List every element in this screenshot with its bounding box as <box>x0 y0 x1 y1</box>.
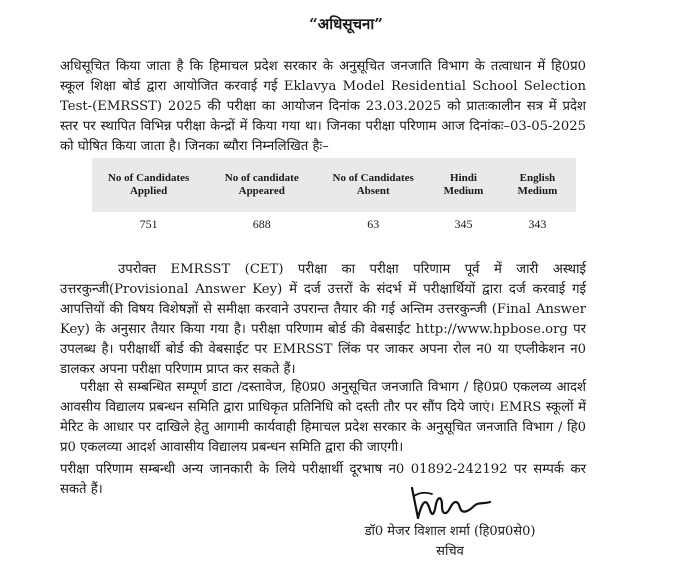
header-hindi-medium: Hindi Medium <box>428 158 499 212</box>
value-english-medium: 343 <box>528 216 547 231</box>
table-header-row <box>92 158 576 212</box>
value-applied: 751 <box>139 216 158 231</box>
value-appeared: 688 <box>252 216 271 231</box>
header-english-medium: English Medium <box>499 158 576 212</box>
signatory-designation: सचिव <box>436 544 464 559</box>
notification-title: “अधिसूचना” <box>309 15 383 33</box>
results-table <box>92 158 576 236</box>
header-absent: No of Candidates Absent <box>318 158 428 212</box>
contact-paragraph: परीक्षा परिणाम सम्बन्धी अन्य जानकारी के लिये परीक्षार्थी दूरभाष न0 01892-242192 पर सम्पर्क कर सकते हैं। <box>60 462 586 498</box>
header-appeared: No of candidate Appeared <box>205 158 318 212</box>
value-hindi-medium: 345 <box>454 216 473 231</box>
header-applied: No of Candidates Applied <box>92 158 205 212</box>
table-row <box>92 212 576 236</box>
signature-mark <box>404 482 494 522</box>
answer-key-paragraph: उपरोक्त EMRSST (CET) परीक्षा का परीक्षा परिणाम पूर्व में जारी अस्थाई उत्तरकुन्जी(Provisional Answer Key) में दर्ज उत्तरों के संदर्भ में परीक्षार्थियों द्वारा दर्ज करवाई गई आपत्तियों की विषय विशेषज्ञों से समीक्षा करवाने उपरान्त तैयार की गई अन्तिम उत्तरकुन्जी (Final Answer Key) के अनुसार तैयार किया गया है। परीक्षा परिणाम बोर्ड की वेबसाईट http://www.hpbose.org पर उपलब्ध है। परीक्षार्थी बोर्ड की वेबसाईट पर EMRSST लिंक पर जाकर अपना रोल न0 या एप्लीकेशन न0 डालकर अपना परीक्षा परिणाम प्राप्त कर सकते हैं। <box>60 262 586 378</box>
data-handover-paragraph: परीक्षा से सम्बन्धित सम्पूर्ण डाटा /दस्तावेज, हि0प्र0 अनुसूचित जनजाति विभाग / हि0प्र0 एकलव्य आदर्श आवसीय विद्यालय प्रबन्धन समिति द्वारा प्राधिकृत प्रतिनिधि को दस्ती तौर पर सौंप दिये जाएं। EMRS स्कूलों में मेरिट के आधार पर दाखिले हेतु आगामी कार्यवाही हिमाचल प्रदेश सरकार के अनुसूचित जनजाति विभाग / हि0 प्र0 एकलव्या आदर्श आवासीय विद्यालय प्रबन्धन समिति द्वारा की जाएगी। <box>60 380 586 456</box>
intro-paragraph: अधिसूचित किया जाता है कि हिमाचल प्रदेश सरकार के अनुसूचित जनजाति विभाग के तत्वाधान में हि0प्र0 स्कूल शिक्षा बोर्ड द्वारा आयोजित करवाई गई Eklavya Model Residential School Selection Test-(EMRSST) 2025 की परीक्षा का आयोजन दिनांक 23.03.2025 को प्रातःकालीन सत्र में प्रदेश स्तर पर स्थापित विभिन्न परीक्षा केन्द्रों में किया गया था। जिनका परीक्षा परिणाम आज दिनांकः–03-05-2025 को घोषित किया जाता है। जिनका ब्यौरा निम्नलिखित हैः– <box>60 59 586 155</box>
signatory-name: डॉ0 मेजर विशाल शर्मा (हि0प्र0से0) <box>364 524 536 539</box>
signatory-block <box>330 522 570 562</box>
value-absent: 63 <box>367 216 380 231</box>
